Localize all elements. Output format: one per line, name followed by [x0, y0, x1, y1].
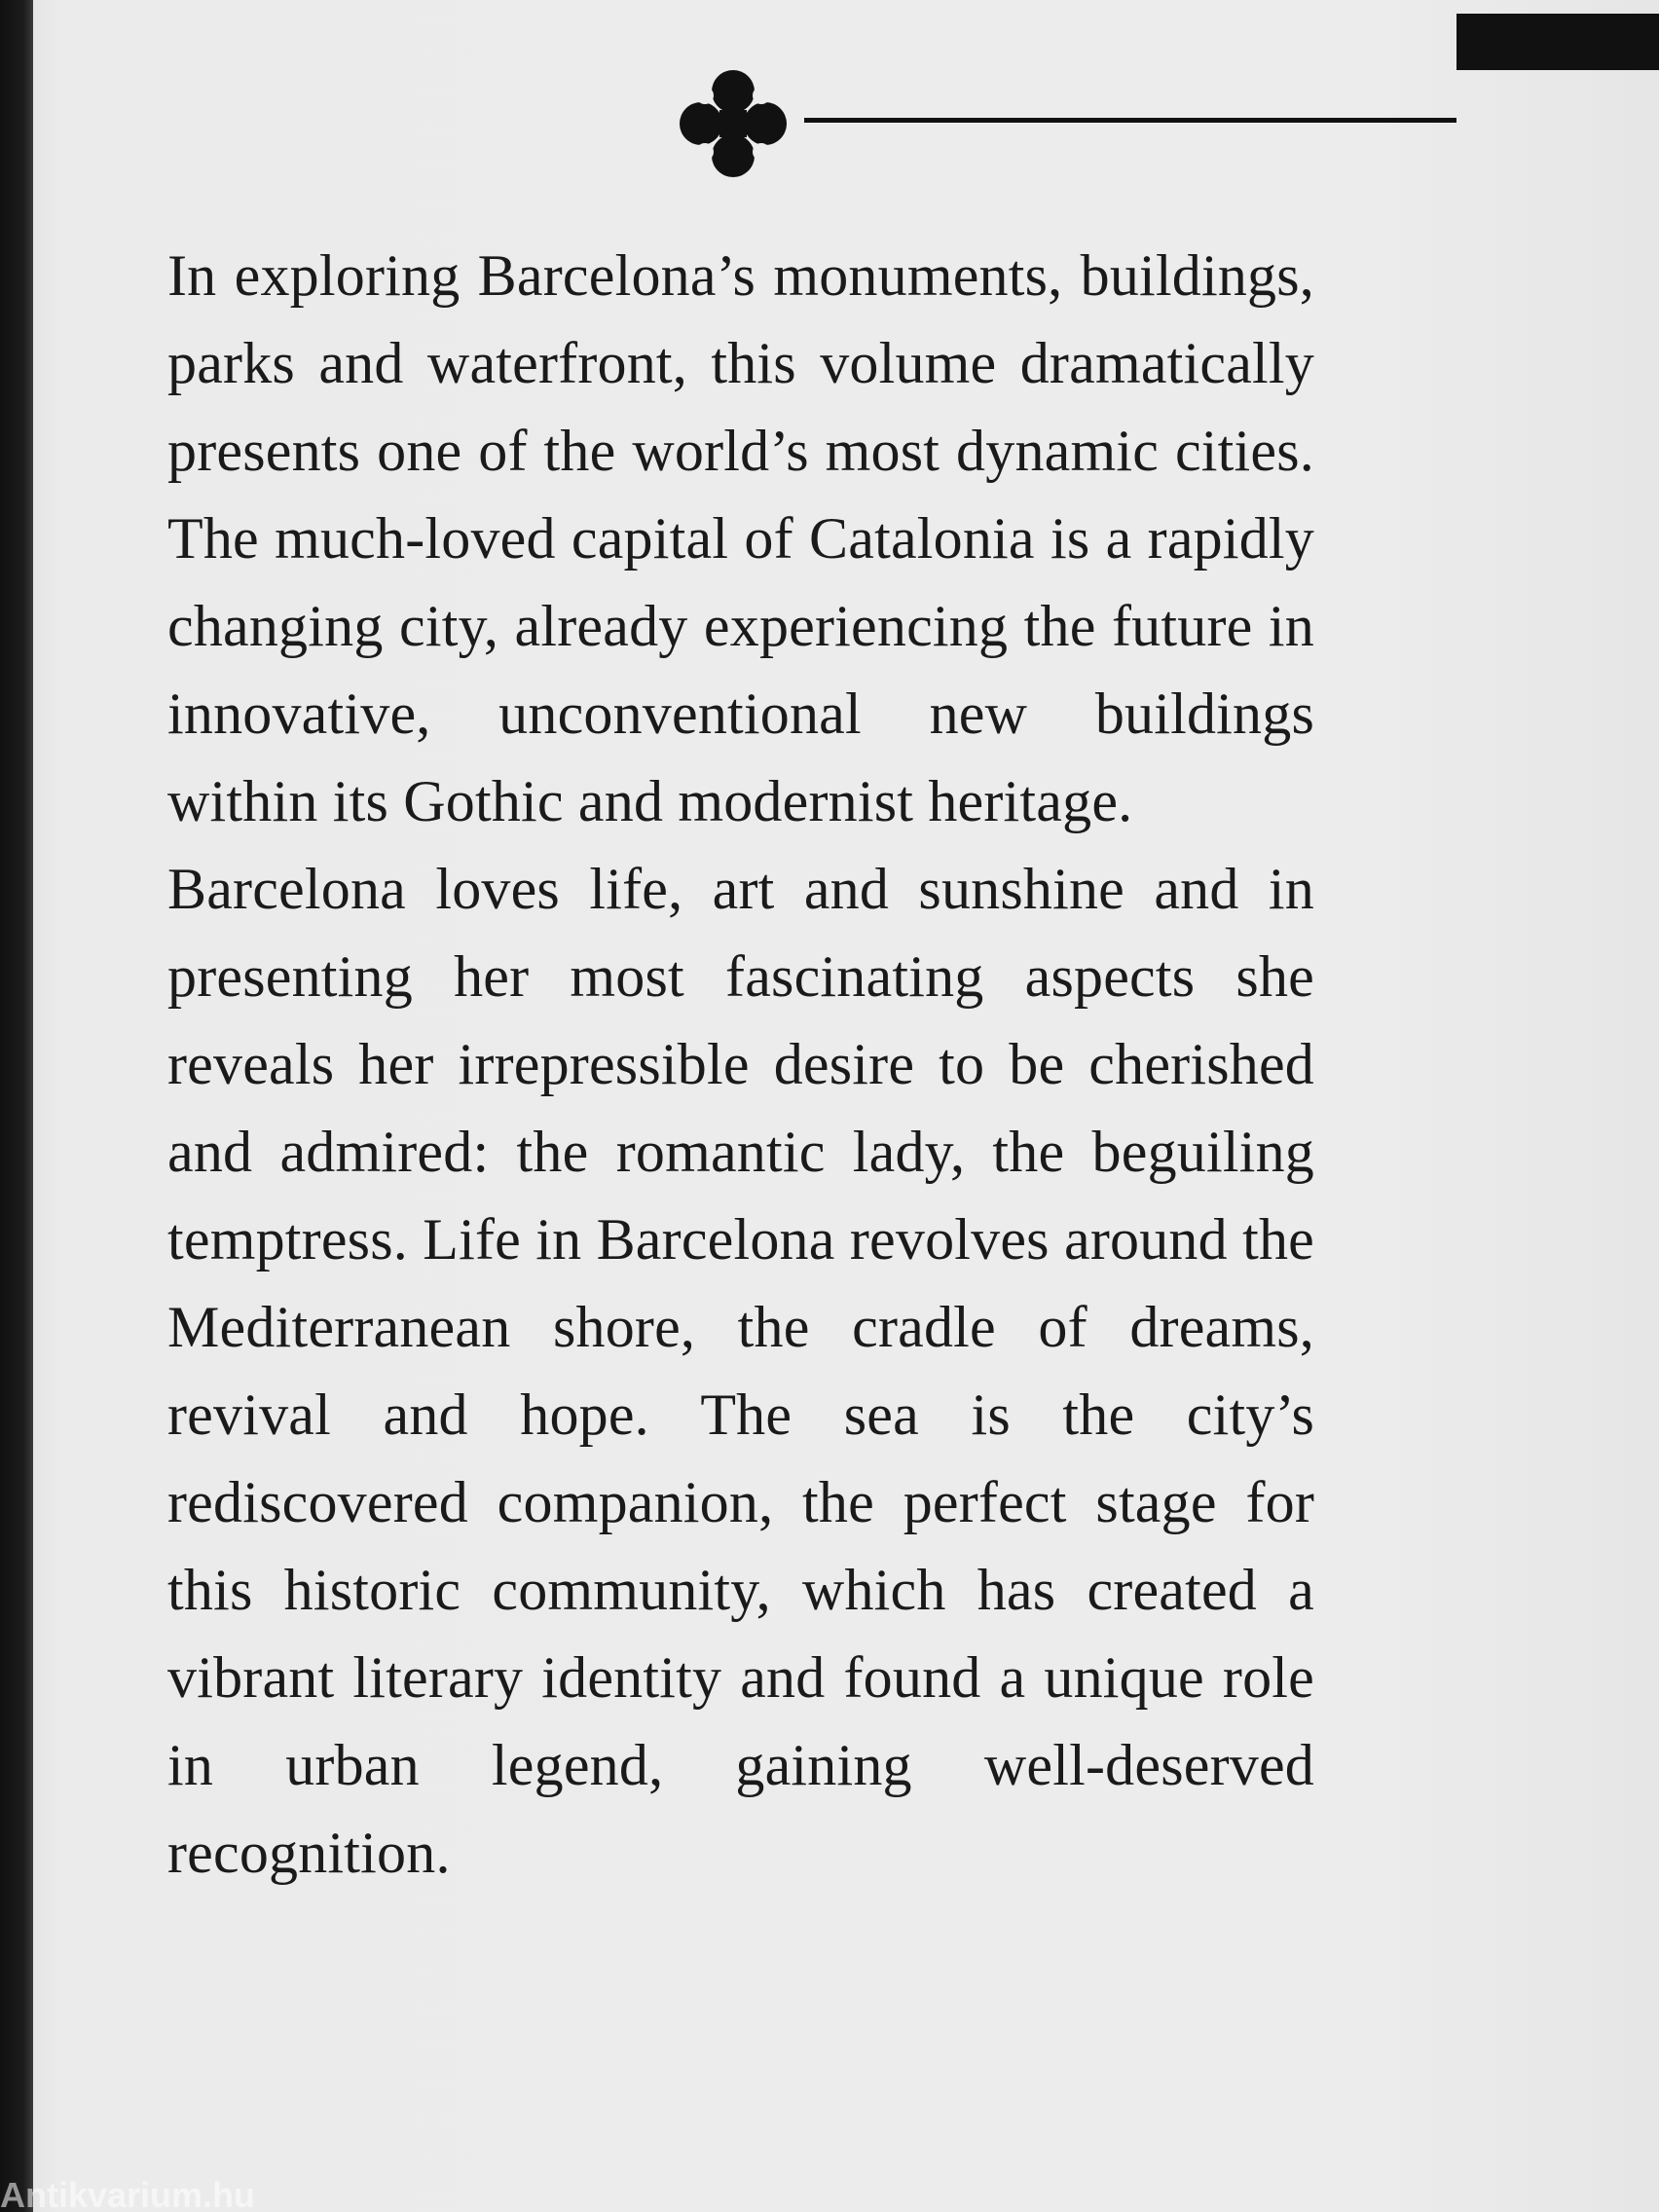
- body-text: [167, 232, 1314, 1897]
- quatrefoil-icon: [672, 62, 794, 185]
- corner-black-bar: [1456, 14, 1659, 70]
- ornament-rule: [804, 118, 1456, 123]
- book-spine-edge: [0, 0, 33, 2212]
- paragraph-2: Barcelona loves life, art and sunshine and in presenting her most fascinating aspects she reveals her irrepressible desire to be cherished and admired: the romantic lady, the beguiling temptress. Life in Barcelona revolves around the Mediterranean shore, the cradle of dreams, revival and hope. The sea is the city’s rediscovered companion, the perfect stage for this historic community, which has created a vibrant literary identity and found a unique role in urban legend, gaining well-deserved recognition.: [167, 857, 1314, 1885]
- paragraph-1: In exploring Barcelona’s monuments, buildings, parks and waterfront, this volume dramatically presents one of the world’s most dynamic cities. The much-loved capital of Catalonia is a rapidly changing city, already experiencing the future in innovative, unconventional new buildings within its Gothic and modernist heritage.: [167, 243, 1314, 833]
- watermark: Antikvarium.hu: [0, 2179, 256, 2212]
